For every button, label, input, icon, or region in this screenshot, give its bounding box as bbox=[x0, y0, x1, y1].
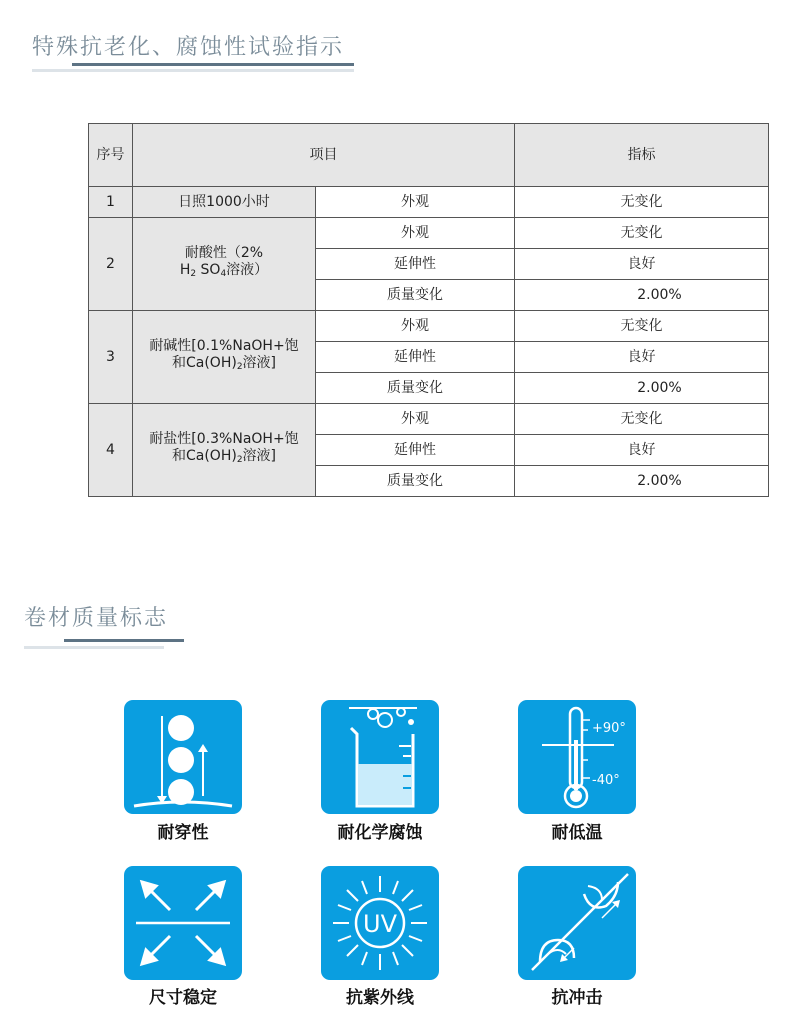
uv-resistance-icon bbox=[321, 866, 439, 980]
row-item bbox=[133, 218, 316, 311]
item-line: 溶液] bbox=[242, 448, 277, 464]
row-item bbox=[133, 404, 316, 497]
row-no: 4 bbox=[89, 404, 133, 497]
row-value: 良好 bbox=[515, 435, 769, 466]
aging-title-rule-light bbox=[32, 69, 354, 72]
item-line: H bbox=[179, 262, 191, 278]
row-sub: 外观 bbox=[316, 187, 515, 218]
item-line: 溶液] bbox=[242, 355, 277, 371]
row-sub: 延伸性 bbox=[316, 435, 515, 466]
row-sub: 延伸性 bbox=[316, 249, 515, 280]
chemical-resistance-icon bbox=[321, 700, 439, 814]
row-sub: 质量变化 bbox=[316, 466, 515, 497]
aging-section-title: 特殊抗老化、腐蚀性试验指示 bbox=[32, 35, 345, 60]
aging-title-rule-dark bbox=[72, 63, 354, 66]
item-line: 和Ca(OH) bbox=[171, 355, 237, 371]
dimensional-stability-icon bbox=[124, 866, 242, 980]
item-line: SO bbox=[196, 262, 221, 278]
row-no: 2 bbox=[89, 218, 133, 311]
icon-label: 耐低温 bbox=[551, 823, 603, 843]
subscript: 2 bbox=[236, 362, 243, 372]
item-line: 和Ca(OH) bbox=[171, 448, 237, 464]
icon-label: 抗紫外线 bbox=[346, 988, 414, 1008]
table-row bbox=[89, 218, 769, 249]
aging-test-table bbox=[88, 123, 769, 497]
uv-text: UV bbox=[363, 910, 397, 938]
icon-label: 尺寸稳定 bbox=[149, 988, 217, 1008]
quality-section-title: 卷材质量标志 bbox=[24, 606, 169, 631]
item-line: 耐碱性[0.1%NaOH+饱 bbox=[149, 338, 299, 354]
row-value: 无变化 bbox=[515, 218, 769, 249]
row-sub: 质量变化 bbox=[316, 373, 515, 404]
item-line: 耐盐性[0.3%NaOH+饱 bbox=[149, 431, 299, 447]
table-row bbox=[89, 311, 769, 342]
row-value: 无变化 bbox=[515, 311, 769, 342]
row-value: 无变化 bbox=[515, 404, 769, 435]
icon-label: 耐化学腐蚀 bbox=[337, 823, 423, 843]
row-value: 2.00% bbox=[515, 373, 769, 404]
subscript: 2 bbox=[190, 269, 197, 279]
icon-label: 抗冲击 bbox=[551, 988, 603, 1008]
row-item: 日照1000小时 bbox=[133, 187, 316, 218]
row-sub: 外观 bbox=[316, 218, 515, 249]
table-row bbox=[89, 404, 769, 435]
icon-label: 耐穿性 bbox=[157, 823, 209, 843]
row-sub: 质量变化 bbox=[316, 280, 515, 311]
header-no: 序号 bbox=[89, 124, 133, 187]
quality-title-rule-light bbox=[24, 646, 164, 649]
table-header-row bbox=[89, 124, 769, 187]
row-sub: 外观 bbox=[316, 311, 515, 342]
temp-high-label: +90° bbox=[592, 721, 626, 736]
row-value: 2.00% bbox=[515, 280, 769, 311]
table-row bbox=[89, 187, 769, 218]
header-item: 项目 bbox=[133, 124, 515, 187]
temp-low-label: -40° bbox=[592, 773, 620, 788]
row-value: 无变化 bbox=[515, 187, 769, 218]
quality-title-rule-dark bbox=[64, 639, 184, 642]
subscript: 2 bbox=[236, 455, 243, 465]
row-value: 2.00% bbox=[515, 466, 769, 497]
row-value: 良好 bbox=[515, 249, 769, 280]
row-sub: 延伸性 bbox=[316, 342, 515, 373]
header-index: 指标 bbox=[515, 124, 769, 187]
row-no: 1 bbox=[89, 187, 133, 218]
subscript: 4 bbox=[220, 269, 227, 279]
row-item bbox=[133, 311, 316, 404]
row-no: 3 bbox=[89, 311, 133, 404]
impact-resistance-icon bbox=[518, 866, 636, 980]
row-value: 良好 bbox=[515, 342, 769, 373]
item-line: 耐酸性（2% bbox=[184, 245, 264, 261]
item-line: 溶液） bbox=[226, 262, 269, 278]
row-sub: 外观 bbox=[316, 404, 515, 435]
puncture-resistance-icon bbox=[124, 700, 242, 814]
low-temperature-icon bbox=[518, 700, 636, 814]
